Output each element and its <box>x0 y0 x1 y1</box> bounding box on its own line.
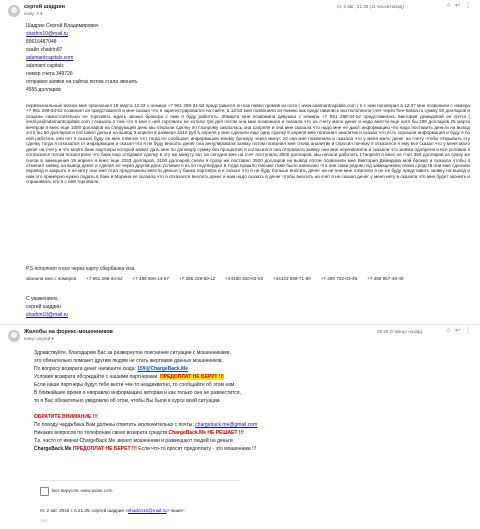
more-icon[interactable]: ⋮ <box>465 328 471 334</box>
notice-line: Т.к. часто от имени ChargeBack Me звонят мошенники и размещают людей на деньги <box>34 438 233 444</box>
sign-off-email-link[interactable]: shadrin10@mail.ru <box>26 312 69 318</box>
recipient-line[interactable]: кому: сергей ▾ <box>24 336 54 341</box>
complaint-ps: Р.S пополнял я все через карту сбербанка visa <box>26 266 135 272</box>
signature-company: adamant capitals <box>26 63 64 69</box>
notice-title: ОБРАТИТЕ ВНИМАНИЕ !!! <box>34 414 98 420</box>
phones-label: звонили мне с номеров <box>26 276 77 281</box>
recipient-line[interactable]: кому: я ▾ <box>24 11 43 16</box>
quote-email-link[interactable]: shadrin10@mail.ru <box>127 508 167 513</box>
signature-skype: скайп shadrin87 <box>26 47 63 53</box>
reply-line: это обязательно поможет другим людям не стать жертвами данных мошенников. <box>34 358 224 364</box>
signature-email-link[interactable]: shadrin10@mail.ru <box>26 31 69 37</box>
phone-item: +7 395 229-80-12 <box>178 276 216 281</box>
reply-icon[interactable]: ↩ <box>455 3 461 9</box>
refund-contact-line <box>34 366 188 372</box>
phone-item: +7 495 957-49-49 <box>367 276 404 281</box>
phone-item: +44123 569-71-80 <box>273 276 311 281</box>
notice-text: По поводу чарджбека Вам должны ответить исключительно с почты: <box>34 422 196 428</box>
phone-item: +7 499 609-14-67 <box>132 276 169 281</box>
signature-amount: 4555 долларов <box>26 87 61 93</box>
show-trimmed-button[interactable]: ··· <box>42 518 46 523</box>
partners-line <box>34 374 224 380</box>
signature-name: Шадрин Сергей Владимирович <box>26 23 99 29</box>
phone-item: +7 499 703-03-46 <box>320 276 358 281</box>
notice-tail: Если что-то просят предоплату - это мошенники !!! <box>138 446 257 452</box>
star-icon[interactable]: ☆ <box>446 3 452 9</box>
notice-line <box>34 422 257 428</box>
notice-no-prepay: ПРЕДОПЛАТ НЕ БЕРЕТ !!! <box>72 446 137 452</box>
phone-item: +44150 320-63-03 <box>225 276 264 281</box>
notice-line <box>34 446 256 452</box>
attachment-icon <box>40 487 49 496</box>
attachment-divider <box>40 480 240 481</box>
sign-off-name: сергей шадрин <box>26 304 61 310</box>
message-divider <box>0 324 480 325</box>
signature-note: отправил заявки на сайтах потом стали звонить <box>26 79 138 85</box>
signature-phone: 89616487048 <box>26 39 57 45</box>
phone-item: +7 961 298-34-52 <box>86 276 123 281</box>
notice-line <box>34 430 244 436</box>
quoted-header <box>40 508 185 513</box>
notice-email-link[interactable]: chargeback.me@gmail.com <box>195 422 258 428</box>
partners-text: Условия возврата обсуждайте с нашими партнерами. <box>34 374 159 380</box>
avatar[interactable] <box>8 5 20 17</box>
reply-line: то я Вас обязательно уведомлю об этом, чтобы Вы были в курсе всей ситуации. <box>34 398 221 404</box>
chargeback-link[interactable]: 159@ChargeBack.Me <box>137 366 188 372</box>
notice-text: Никаких вопросов по телефонам своих возврата средств <box>34 430 169 436</box>
complaint-body: первоначальный звонок мне произошел 18 марта 12:33 с номера +7 961 298-34-52 представился он как павел громов из гюта ( www.adamantcapitals.com ) я с ним поговорил в 12:37 мне позвонили с номера +7 961 298-34-52 позвонил он представился и мне сказал что я зарегистрировался на сайте, в 12:53 мне позвонили он помню как представились мы пополнили счет через free-kassa.ru сумму 50 долларов и сказали самостоятельно не торговать ждать звонка брокера с ним я буду работать. 20марта мне позвонила девушка с номера +7 961 298-34-52 представилась виктория демидовой ее почта ( ieezkya@adamantcapitals.com ) сказала о том что я мне с ней торговать не хотели три дня потом она мне позвонила и сказала что на счету мало денег и надо внести еще хотя бы 200 долларов 25 марта вечером я внес еще 1000 долларов на следующей день мы открыли сделку по Газпрому закрылась она 1апреля и она мне сказала что надо мне не дают информацию что надо поставить деньги на вывод хотя бы 50 долларов я поставил деньги на вывод 3 апреля в размере 3210 руб 5 апреля у мне сделали еще одну сделку 9 апреля мне позвонил аналитик и сказал что есть хорошая информация и буду я по ней работать или нет я сказал буду он мне ответил что тогда он сообщает информацию моему брокеру через минут 20 она мне позвонила и сказала что у меня мало денег на счету чтобы открывать эту сделку тогда я отказался от информации и сказал что я не буду вносить денег она аннулировала заявку потом позвонил мне снова аналитик и спросил почему я отказался я ему все сказал что у меня мало денег на счету и что моего банк партнеры которой может дать мне по договору сумму без процентов я согласился она отправила заявку они мне перезвонили и сказали что заявка одобрена и все условия я согласился потом посмотрели что банк еще отправил сделку в эту же минуту вот на сегодня мне на счет поступило 3500 долларов, мы начали работать 17апреля я внес на счет 350 долларов из сразу же сняли в замещения 19 апреля я внес еще 3153 долларов, 3150 долларов сняли я сразу же поставил 3500 долларов на вывод потом позвонили мне Виктория Демидова мой брокер и сказала чтобы я отменил заявку на вывод денег и сделал ее через другой день условия я из по подтвердил в тогда пришло письмо тоже было написано что они сами рядом под замещением своих средств они мне сделали перевод и закрыть я не могу они мне отил предложили внести деньги у банка партнёра и я сказал что я не буду больше вносить денег на не они мне ответили я не не буду представить заявку на вывод и нам это примерно нужно подать в банк и Марина ее сказала что я отказался вносить денег и нам надо сказать в денег чтобы вносить на счет я не сказал денег у меня нету и сказала что мне будет звонить и спрашивать кто я с ней торговали. <box>26 103 470 185</box>
message-date: пт, 2 авг., 21:35 (11 часов назад) <box>337 4 404 9</box>
sender-name[interactable]: сергей шадрин <box>24 4 65 10</box>
reply-line: В ближайшее время я направлю информацию авторам и как только она не разместится, <box>34 390 241 396</box>
signature-account: номер счета 349726 <box>26 71 73 77</box>
avast-text[interactable]: Без вирусов. www.avast.com <box>52 488 113 493</box>
star-icon[interactable]: ☆ <box>446 328 452 334</box>
reply-icon[interactable]: ↩ <box>455 328 461 334</box>
reply-greeting: Здравствуйте, благодарим Вас за развернутое пояснение ситуации с мошенниками, <box>34 350 231 356</box>
more-icon[interactable]: ⋮ <box>465 3 471 9</box>
notice-text: ChargeBack.Me <box>34 446 73 452</box>
notice-cb-decides: ChargeBack.Me НЕ РЕШАЕТ !!! <box>168 430 244 436</box>
reply-line: Если наши партнеры будут тебе вести чек-то неадекватно, то сообщайте об этом нам. <box>34 382 236 388</box>
quote-prefix: пт, 2 авг. 2019 г. в 21:35, сергей шадрин < <box>40 508 128 513</box>
message-date: 09:20 (0 минут назад) <box>377 329 423 334</box>
sign-off: С уважением, <box>26 296 59 302</box>
quote-suffix: > пишет: <box>166 508 186 513</box>
avatar[interactable] <box>8 330 20 342</box>
refund-contact-text: По вопросу возврата денег напишите сюда: <box>34 366 136 372</box>
sender-name[interactable]: Жалобы на форекс-мошенников <box>24 329 113 335</box>
signature-site-link[interactable]: adamantcapitals.com <box>26 55 74 61</box>
phone-list <box>26 276 404 281</box>
prepay-warning: ПРЕДОПЛАТ НЕ БЕРУТ !!! <box>160 374 224 380</box>
avast-signature[interactable] <box>40 487 190 496</box>
